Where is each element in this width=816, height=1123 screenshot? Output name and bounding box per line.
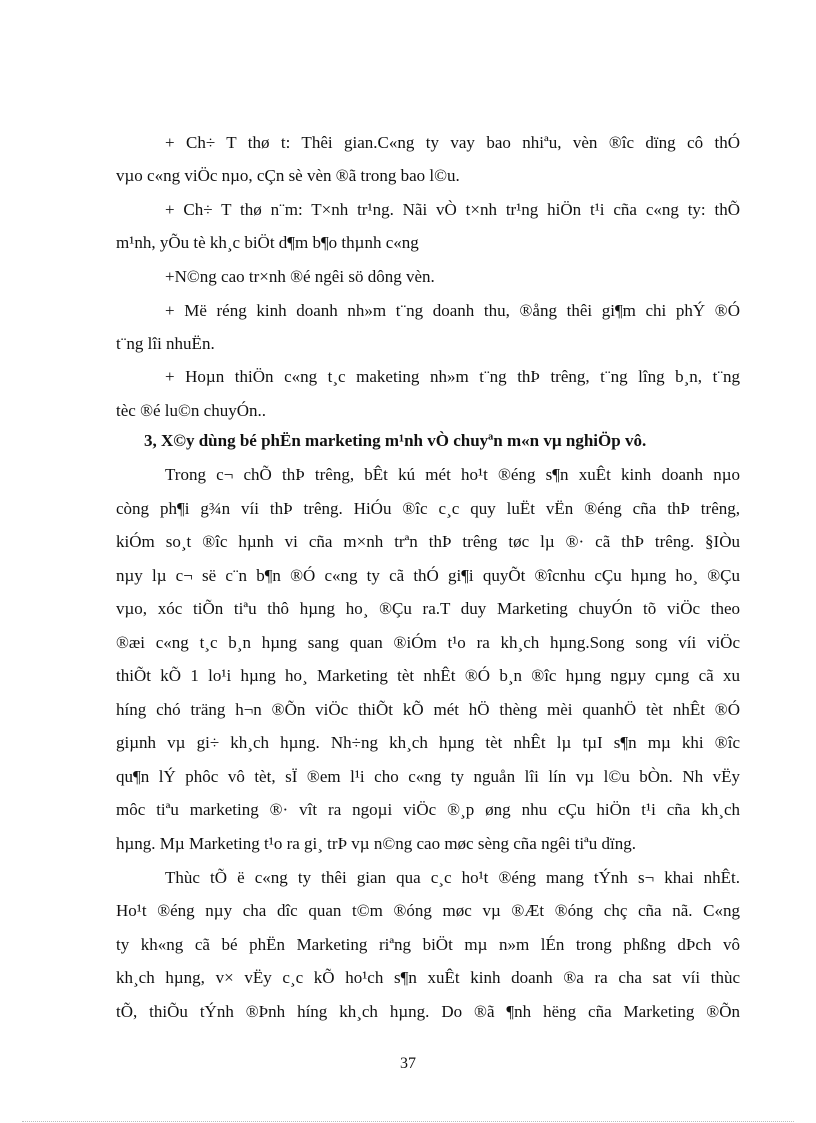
text-line: m¹nh, yÕu tè kh¸c biÖt d¶m b¶o thµnh c«ng: [116, 233, 419, 252]
section-heading: 3, X©y dùng bé phËn marketing m¹nh vÒ chuyªn m«n vµ nghiÖp vô.: [144, 431, 647, 450]
text-line: nµy lµ c¬ së c¨n b¶n ®Ó c«ng ty cã thÓ gi¶i quyÕt ®îcnhu cÇu hµng ho¸ ®Çu: [116, 566, 740, 585]
text-line: Trong c¬ chÕ thÞ trêng, bÊt kú mét ho¹t ®éng s¶n xuÊt kinh doanh nµo: [165, 465, 740, 484]
text-line: + Ch÷ T thø n¨m: T×nh tr¹ng. Nãi vÒ t×nh tr¹ng hiÖn t¹i cña c«ng ty: thÕ: [165, 200, 740, 219]
text-line: môc tiªu marketing ®· vît ra ngoµi viÖc ®¸p øng nhu cÇu hiÖn t¹i cña kh¸ch: [116, 800, 740, 819]
text-line: vµo c«ng viÖc nµo, cÇn sè vèn ®ã trong bao l©u.: [116, 166, 460, 185]
text-line: + Hoµn thiÖn c«ng t¸c maketing nh»m t¨ng thÞ trêng, t¨ng lîng b¸n, t¨ng: [165, 367, 740, 386]
text-line: vµo, xóc tiÕn tiªu thô hµng ho¸ ®Çu ra.T duy Marketing chuyÓn tõ viÖc theo: [116, 599, 740, 618]
page-number: 37: [400, 1055, 416, 1072]
text-line: qu¶n lÝ phôc vô tèt, sÏ ®em l¹i cho c«ng ty nguån lîi lín vµ l©u bÒn. Nh vËy: [116, 767, 740, 786]
text-line: thiÕt kÕ 1 lo¹i hµng ho¸ Marketing tèt nhÊt ®Ó b¸n ®îc hµng ngµy cµng cã xu: [116, 666, 740, 685]
text-line: giµnh vµ gi÷ kh¸ch hµng. Nh÷ng kh¸ch hµng tèt nhÊt lµ tµI s¶n mµ khi ®îc: [116, 733, 740, 752]
text-line: còng ph¶i g¾n víi thÞ trêng. HiÓu ®îc c¸c quy luËt vËn ®éng cña thÞ trêng,: [116, 499, 740, 518]
text-line: t¨ng lîi nhuËn.: [116, 334, 215, 353]
text-line: Thùc tÕ ë c«ng ty thêi gian qua c¸c ho¹t ®éng mang tÝnh s¬ khai nhÊt.: [165, 868, 740, 887]
text-line: ty kh«ng cã bé phËn Marketing riªng biÖt mµ n»m lÉn trong phßng dÞch vô: [116, 935, 740, 954]
text-line: +N©ng cao tr×nh ®é ngêi sö dông vèn.: [165, 267, 435, 286]
text-line: tÕ, thiÕu tÝnh ®Þnh híng kh¸ch hµng. Do ®ã ¶nh hëng cña Marketing ®Õn: [116, 1002, 740, 1021]
text-line: + Ch÷ T thø t: Thêi gian.C«ng ty vay bao nhiªu, vèn ®îc dïng cô thÓ: [165, 133, 740, 152]
text-line: kiÓm so¸t ®îc hµnh vi cña m×nh trªn thÞ trêng tøc lµ ®· cã thÞ trêng. §IÒu: [116, 532, 740, 551]
text-line: ®æi c«ng t¸c b¸n hµng sang quan ®iÓm t¹o ra kh¸ch hµng.Song song víi viÖc: [116, 633, 740, 652]
text-line: kh¸ch hµng, v× vËy c¸c kÕ ho¹ch s¶n xuÊt kinh doanh ®a ra cha sat víi thùc: [116, 968, 740, 987]
page-bottom-divider: [22, 1121, 794, 1122]
text-line: híng chó träng h¬n ®Õn viÖc thiÕt kÕ mét hÖ thèng mèi quanhÖ tèt nhÊt ®Ó: [116, 700, 740, 719]
text-line: hµng. Mµ Marketing t¹o ra gi¸ trÞ vµ n©ng cao møc sèng cña ngêi tiªu dïng.: [116, 834, 636, 853]
text-line: + Më réng kinh doanh nh»m t¨ng doanh thu, ®ång thêi gi¶m chi phÝ ®Ó: [165, 301, 740, 320]
text-line: Ho¹t ®éng nµy cha dîc quan t©m ®óng møc vµ ®Æt ®óng chç cña nã. C«ng: [116, 901, 740, 920]
text-line: tèc ®é lu©n chuyÓn..: [116, 401, 266, 420]
